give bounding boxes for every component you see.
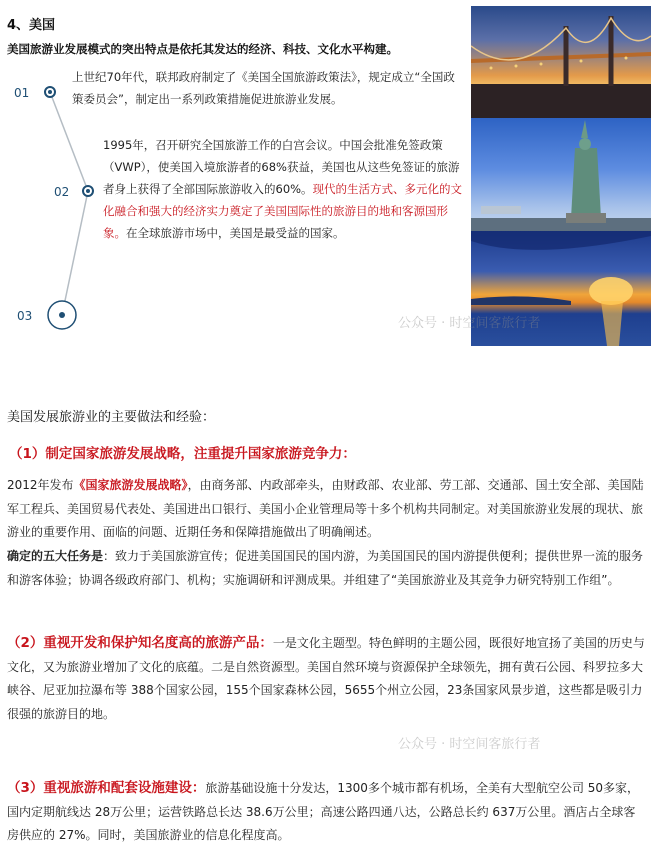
section-title: 4、美国 (7, 18, 56, 33)
paragraph-products-text: 一是文化主题型。特色鲜明的主题公园，既很好地宣扬了美国的历史与文化，又为旅游业增加了文化的底蕴。二是自然资源型。美国自然环境与资源保护全球领先，拥有黄石公园、科罗拉多大峡谷、尼亚加拉瀑布等 388个国家公园，155个国家森林公园，5655个州立公园，23条国家风景步道，这些都是吸引力很强的旅游目的地。 (7, 636, 645, 721)
bridge-photo (471, 6, 651, 118)
paragraph-infrastructure-text: 旅游基础设施十分发达，1300多个城市都有机场，全美有大型航空公司 50多家，国内定期航线达 28万公里；运营铁路总长达 38.6万公里；高速公路四通八达，公路总长约 637万公里。酒店占全球客房供应的 27%。同时，美国旅游业的信息化程度高。 (7, 781, 640, 842)
timeline-paragraph-2-end: 在全球旅游市场中，美国是最受益的国家。 (126, 226, 345, 240)
paragraph-products (7, 632, 647, 726)
timeline-node-2-dot (86, 189, 90, 193)
statue-photo-art (471, 118, 651, 231)
heading-3: （3）重视旅游和配套设施建设： (7, 780, 206, 796)
section-subtitle: 美国旅游业发展模式的突出特点是依托其发达的经济、科技、文化水平构建。 (7, 42, 398, 56)
five-tasks-text: ：致力于美国旅游宣传；促进美国国民的国内游，为美国国民的国内游提供便利；提供世界一流的服务和游客体验；协调各级政府部门、机构；实施调研和评测成果。并组建了“美国旅游业及其竞争力研究特别工作组”。 (7, 549, 644, 587)
watermark-2: 公众号 · 时空间客旅行者 (398, 737, 541, 752)
timeline-marker-01: 01 (14, 86, 30, 100)
paragraph-strategy-text: ，由商务部、内政部牵头，由财政部、农业部、劳工部、交通部、国土安全部、美国陆军工程兵、美国贸易代表处、美国进出口银行、美国小企业管理局等十多个机构共同制定。对美国旅游业发展的现状、旅游业的重要作用、面临的问题、近期任务和保障措施做出了明确阐述。 (7, 478, 644, 539)
paragraph-infrastructure (7, 777, 647, 848)
timeline-marker-03: 03 (17, 309, 33, 323)
five-tasks-label: 确定的五大任务是 (7, 549, 104, 563)
timeline (0, 70, 100, 340)
paragraph-strategy (7, 474, 647, 545)
paragraph-five-tasks (7, 545, 647, 592)
strategy-title-highlight: 《国家旅游发展战略》 (73, 478, 188, 492)
timeline-node-3-dot (59, 312, 65, 318)
photo-column (471, 6, 651, 346)
section-intro: 美国发展旅游业的主要做法和经验： (7, 410, 216, 425)
heading-1: （1）制定国家旅游发展战略，注重提升国家旅游竞争力： (9, 446, 356, 462)
timeline-marker-02: 02 (54, 185, 70, 199)
statue-of-liberty-photo (471, 118, 651, 231)
timeline-paragraph-2 (103, 134, 463, 244)
timeline-paragraph-1: 上世纪70年代，联邦政府制定了《美国全国旅游政策法》，规定成立“全国政策委员会”，制定出一系列政策措施促进旅游业发展。 (72, 70, 455, 106)
timeline-node-1-dot (48, 90, 52, 94)
timeline-line-2 (62, 191, 88, 315)
heading-2: （2）重视开发和保护知名度高的旅游产品： (7, 635, 273, 651)
timeline-paragraph-2-text: 1995年，召开研究全国旅游工作的白宫会议。中国会批准免签政策（VWP），使美国入境旅游者的68%获益，美国也从这些免签证的旅游者身上获得了全部国际旅游收入的60%。 (103, 138, 460, 196)
bridge-photo-art (471, 6, 651, 118)
paragraph-strategy-lead: 2012年发布 (7, 478, 74, 492)
watermark: 公众号 · 时空间客旅行者 (398, 316, 541, 331)
timeline-paragraph-2-highlight: 现代的生活方式、多元化的文化融合和强大的经济实力奠定了美国国际性的旅游目的地和客源国形象。 (103, 182, 463, 240)
